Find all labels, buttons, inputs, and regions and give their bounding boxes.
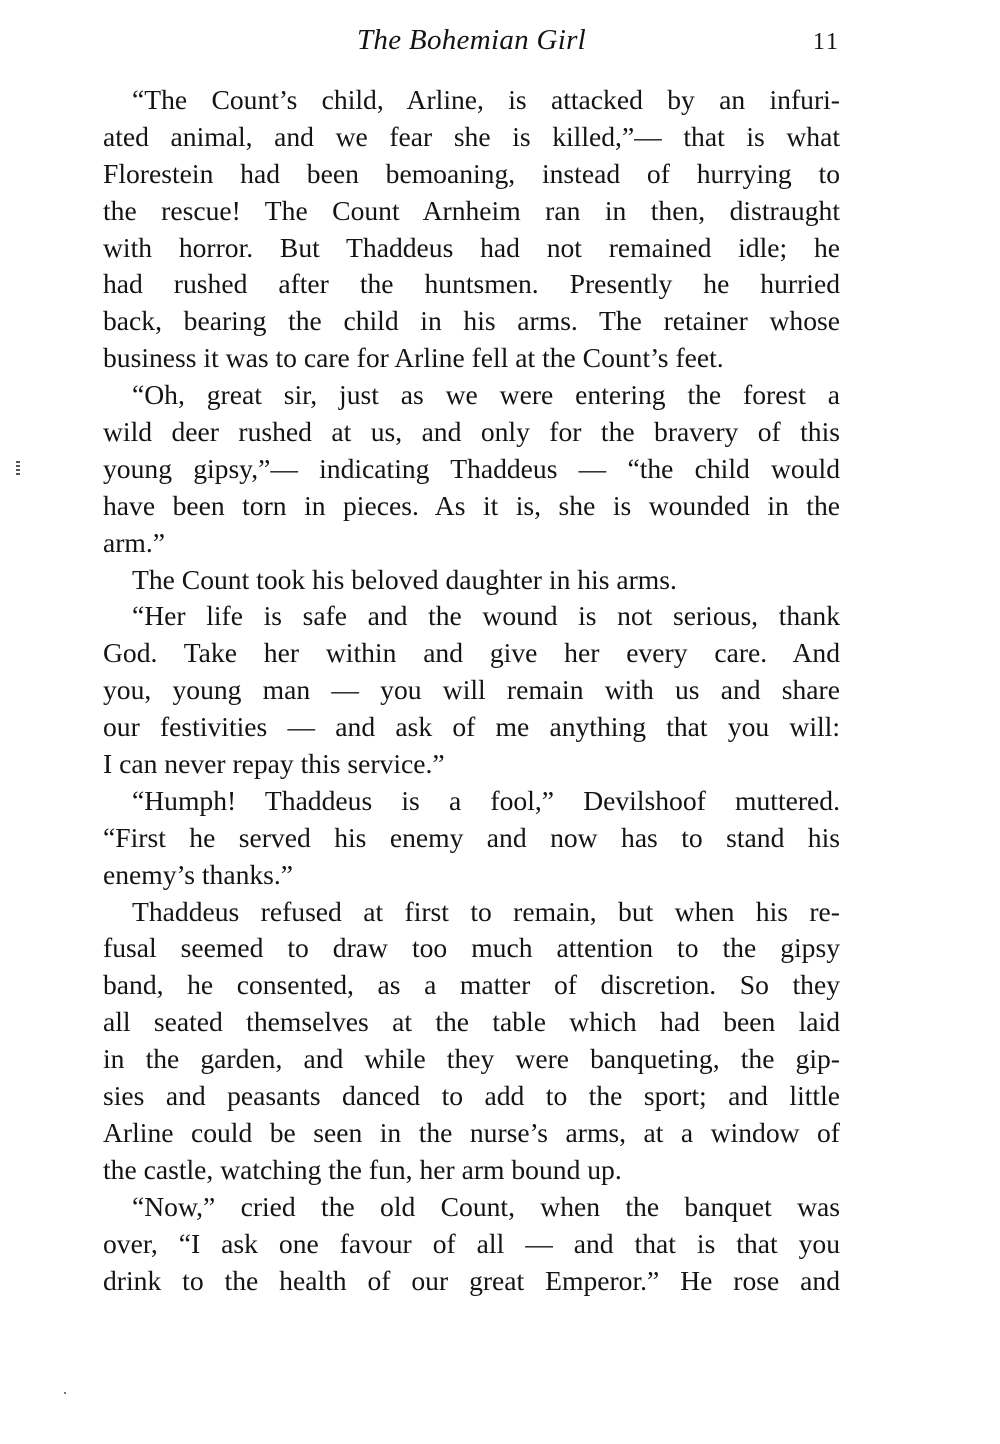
text-line: I can never repay this service.” xyxy=(103,748,445,780)
margin-mark xyxy=(16,461,20,475)
paragraph xyxy=(103,377,840,561)
text-line: “Now,” cried the old Count, when the banquet was xyxy=(132,1190,840,1222)
body-text xyxy=(103,82,840,1299)
margin-speck xyxy=(64,1392,66,1394)
text-line: God. Take her within and give her every care. And xyxy=(103,637,840,669)
text-line: “Oh, great sir, just as we were entering the forest a xyxy=(132,379,840,411)
text-line: have been torn in pieces. As it is, she is wounded in the xyxy=(103,489,840,521)
text-line: all seated themselves at the table which had been laid xyxy=(103,1006,840,1038)
text-line: had rushed after the huntsmen. Presently he hurried xyxy=(103,268,840,300)
paragraph xyxy=(103,82,840,377)
text-line: “Her life is safe and the wound is not serious, thank xyxy=(132,600,840,632)
text-line: young gipsy,”— indicating Thaddeus — “the child would xyxy=(103,452,840,484)
text-line: sies and peasants danced to add to the sport; and little xyxy=(103,1080,840,1112)
text-line: Thaddeus refused at first to remain, but when his re- xyxy=(132,895,840,927)
text-line: The Count took his beloved daughter in his arms. xyxy=(132,563,677,595)
text-line: enemy’s thanks.” xyxy=(103,858,294,890)
paragraph xyxy=(103,894,840,1189)
text-line: our festivities — and ask of me anything that you will: xyxy=(103,711,840,743)
paragraph xyxy=(103,562,840,599)
text-line: business it was to care for Arline fell at the Count’s feet. xyxy=(103,342,724,374)
text-line: over, “I ask one favour of all — and that is that you xyxy=(103,1227,840,1259)
running-title: The Bohemian Girl xyxy=(356,24,587,56)
text-line: “Humph! Thaddeus is a fool,” Devilshoof muttered. xyxy=(132,784,840,816)
text-line: Arline could be seen in the nurse’s arms, at a window of xyxy=(103,1116,840,1148)
text-line: “First he served his enemy and now has to stand his xyxy=(103,821,840,853)
text-line: in the garden, and while they were banqueting, the gip- xyxy=(103,1043,840,1075)
text-line: drink to the health of our great Emperor.” He rose and xyxy=(103,1264,840,1296)
paragraph xyxy=(103,783,840,894)
text-line: with horror. But Thaddeus had not remained idle; he xyxy=(103,231,840,263)
text-line: the castle, watching the fun, her arm bound up. xyxy=(103,1153,622,1185)
text-line: Florestein had been bemoaning, instead of hurrying to xyxy=(103,157,840,189)
text-line: the rescue! The Count Arnheim ran in then, distraught xyxy=(103,194,840,226)
text-line: you, young man — you will remain with us and share xyxy=(103,674,840,706)
text-line: band, he consented, as a matter of discretion. So they xyxy=(103,969,840,1001)
text-line: fusal seemed to draw too much attention to the gipsy xyxy=(103,932,840,964)
running-head xyxy=(103,20,840,64)
paragraph xyxy=(103,598,840,782)
page-number: 11 xyxy=(812,29,840,55)
paragraph xyxy=(103,1189,840,1300)
text-line: arm.” xyxy=(103,526,166,558)
text-line: “The Count’s child, Arline, is attacked by an infuri- xyxy=(132,84,840,115)
text-line: back, bearing the child in his arms. The retainer whose xyxy=(103,305,840,337)
text-line: ated animal, and we fear she is killed,”— that is what xyxy=(103,120,840,152)
text-line: wild deer rushed at us, and only for the bravery of this xyxy=(103,416,840,448)
